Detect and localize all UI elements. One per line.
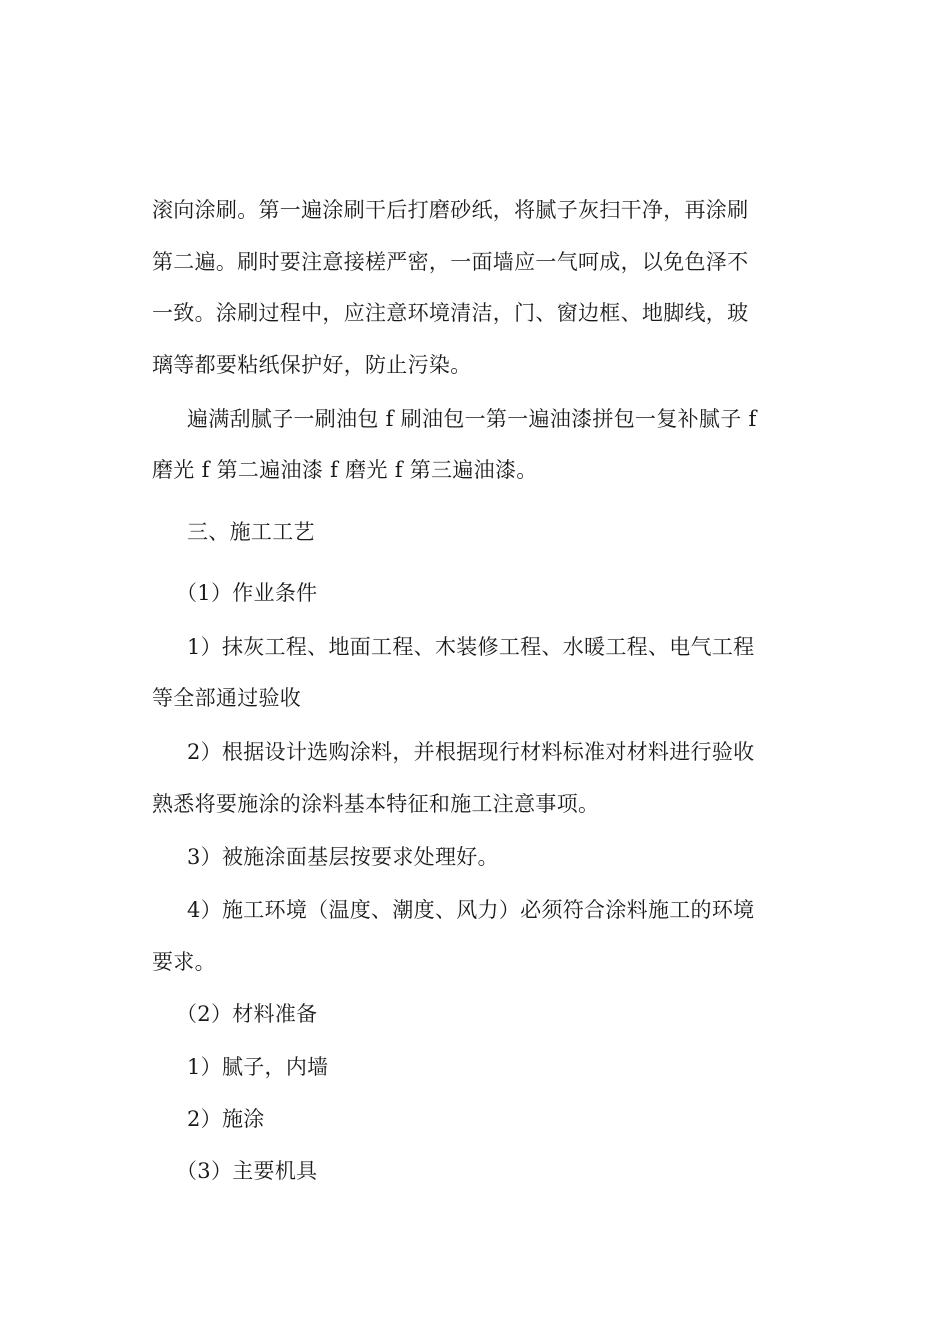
paragraph-2-line-2: 磨光 f 第二遍油漆 f 磨光 f 第三遍油漆。 [152,458,538,482]
paragraph-1-line-2: 第二遍。刷时要注意接槎严密，一面墙应一气呵成，以免色泽不 [152,250,749,274]
section-heading: 三、施工工艺 [187,520,315,544]
paragraph-1-line-3: 一致。涂刷过程中，应注意环境清洁，门、窗边框、地脚线，玻 [152,301,749,325]
subsection-3-heading: （3）主要机具 [176,1159,318,1183]
sub1-item-1-line-1: 1）抹灰工程、地面工程、木装修工程、水暖工程、电气工程 [187,635,755,659]
sub1-item-2-line-1: 2）根据设计选购涂料，并根据现行材料标准对材料进行验收 [187,740,755,764]
sub2-item-1: 1）腻子，内墙 [187,1055,329,1079]
sub1-item-4-line-2: 要求。 [152,950,216,974]
paragraph-1-line-4: 璃等都要粘纸保护好，防止污染。 [152,353,472,377]
sub1-item-2-line-2: 熟悉将要施涂的涂料基本特征和施工注意事项。 [152,792,600,816]
paragraph-2-line-1: 遍满刮腻子一刷油包 f 刷油包一第一遍油漆拼包一复补腻子 f [187,407,757,431]
subsection-1-heading: （1）作业条件 [176,581,318,605]
sub2-item-2: 2）施涂 [187,1107,265,1131]
sub1-item-1-line-2: 等全部通过验收 [152,686,302,710]
subsection-2-heading: （2）材料准备 [176,1002,318,1026]
sub1-item-3: 3）被施涂面基层按要求处理好。 [187,845,499,869]
sub1-item-4-line-1: 4）施工环境（温度、潮度、风力）必须符合涂料施工的环境 [187,898,755,922]
paragraph-1-line-1: 滚向涂刷。第一遍涂刷干后打磨砂纸，将腻子灰扫干净，再涂刷 [152,198,749,222]
